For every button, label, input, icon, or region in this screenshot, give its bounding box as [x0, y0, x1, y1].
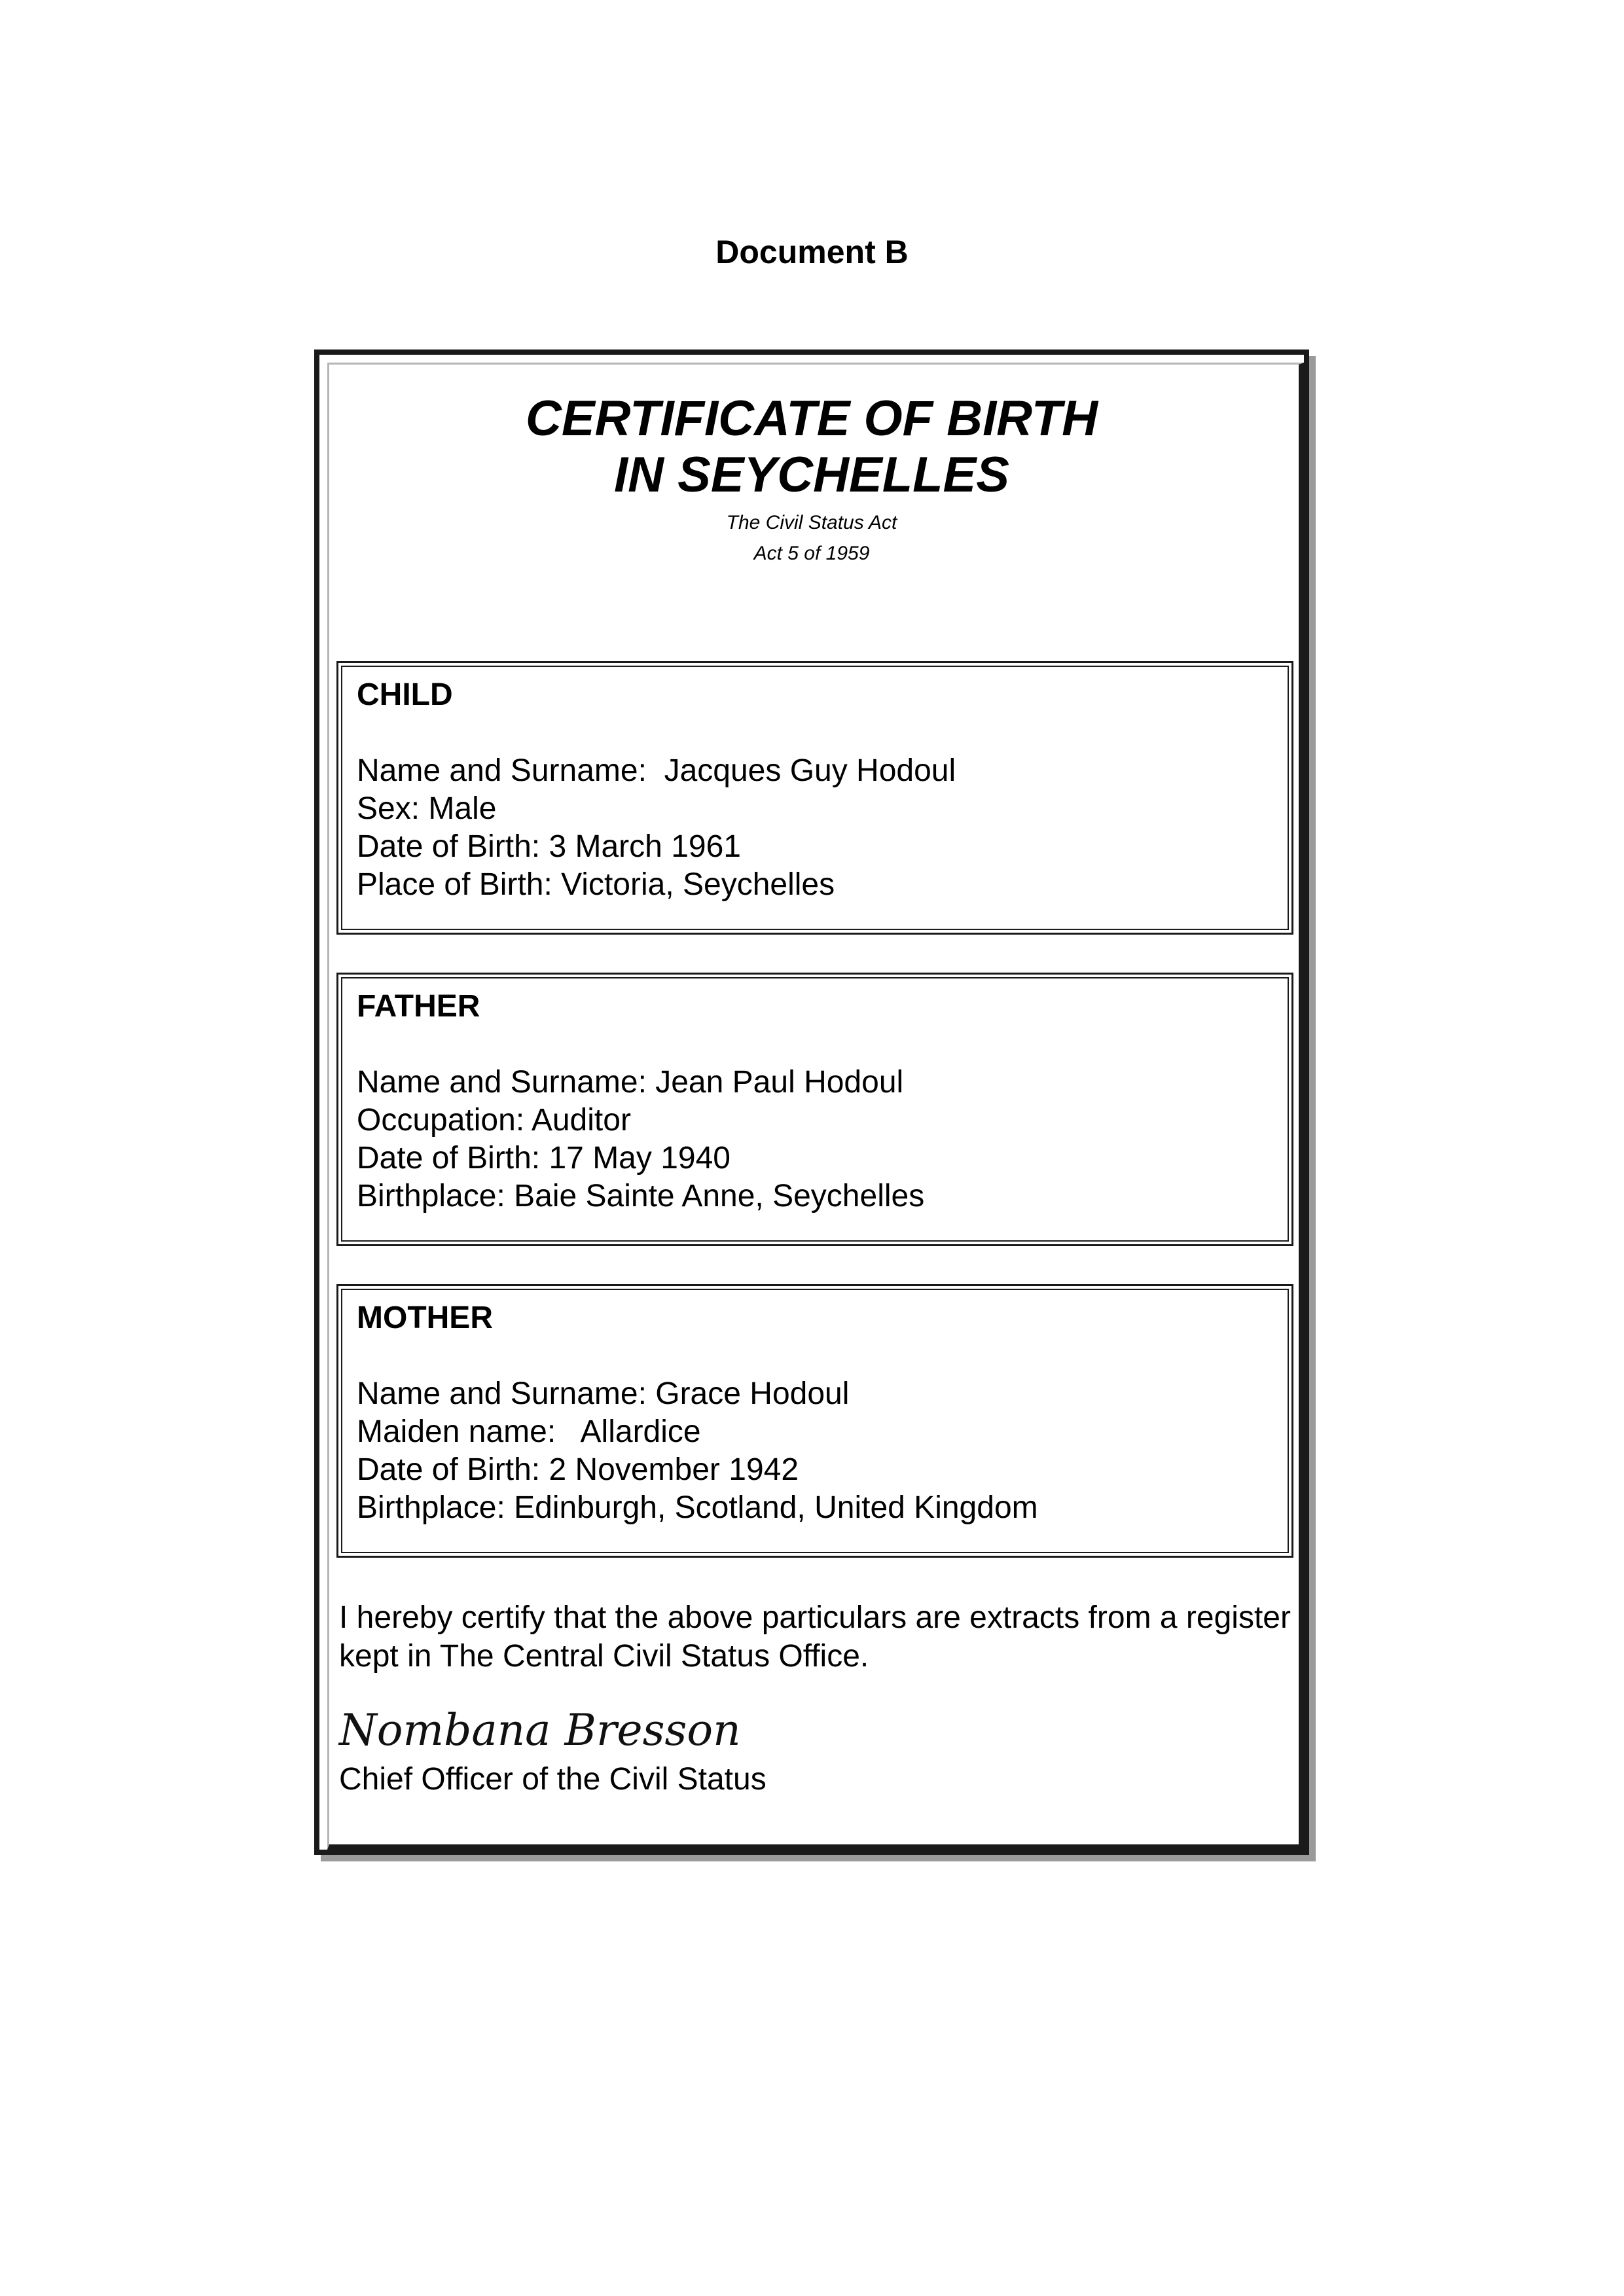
certificate-title-line1: CERTIFICATE OF BIRTH: [526, 391, 1098, 446]
certificate-title-line2: IN SEYCHELLES: [614, 447, 1009, 503]
mother-birthplace: Birthplace: Edinburgh, Scotland, United Kingdom: [357, 1490, 1038, 1525]
child-name: Name and Surname: Jacques Guy Hodoul: [357, 753, 956, 788]
child-date-of-birth: Date of Birth: 3 March 1961: [357, 829, 741, 864]
mother-name: Name and Surname: Grace Hodoul: [357, 1376, 850, 1411]
mother-maiden-name: Maiden name: Allardice: [357, 1414, 701, 1449]
document-label: Document B: [715, 234, 909, 270]
certification-statement: I hereby certify that the above particulars are extracts from a register kept in The Central Civil Status Office.: [339, 1600, 1291, 1674]
act-number: Act 5 of 1959: [753, 543, 870, 564]
mother-heading: MOTHER: [357, 1300, 493, 1335]
father-occupation: Occupation: Auditor: [357, 1103, 631, 1138]
father-name: Name and Surname: Jean Paul Hodoul: [357, 1065, 904, 1100]
child-section: [336, 661, 1293, 935]
signatory-title: Chief Officer of the Civil Status: [339, 1762, 767, 1797]
certificate-frame: [314, 350, 1309, 1855]
mother-date-of-birth: Date of Birth: 2 November 1942: [357, 1452, 799, 1487]
child-sex: Sex: Male: [357, 791, 497, 826]
mother-section: [336, 1284, 1293, 1558]
father-heading: FATHER: [357, 989, 480, 1024]
certificate-header: [319, 391, 1304, 569]
father-section: [336, 973, 1293, 1246]
act-name: The Civil Status Act: [726, 512, 897, 533]
father-birthplace: Birthplace: Baie Sainte Anne, Seychelles: [357, 1179, 925, 1213]
child-place-of-birth: Place of Birth: Victoria, Seychelles: [357, 867, 835, 902]
child-heading: CHILD: [357, 677, 453, 712]
father-date-of-birth: Date of Birth: 17 May 1940: [357, 1141, 731, 1175]
signature: Nombana Bresson: [339, 1705, 741, 1755]
